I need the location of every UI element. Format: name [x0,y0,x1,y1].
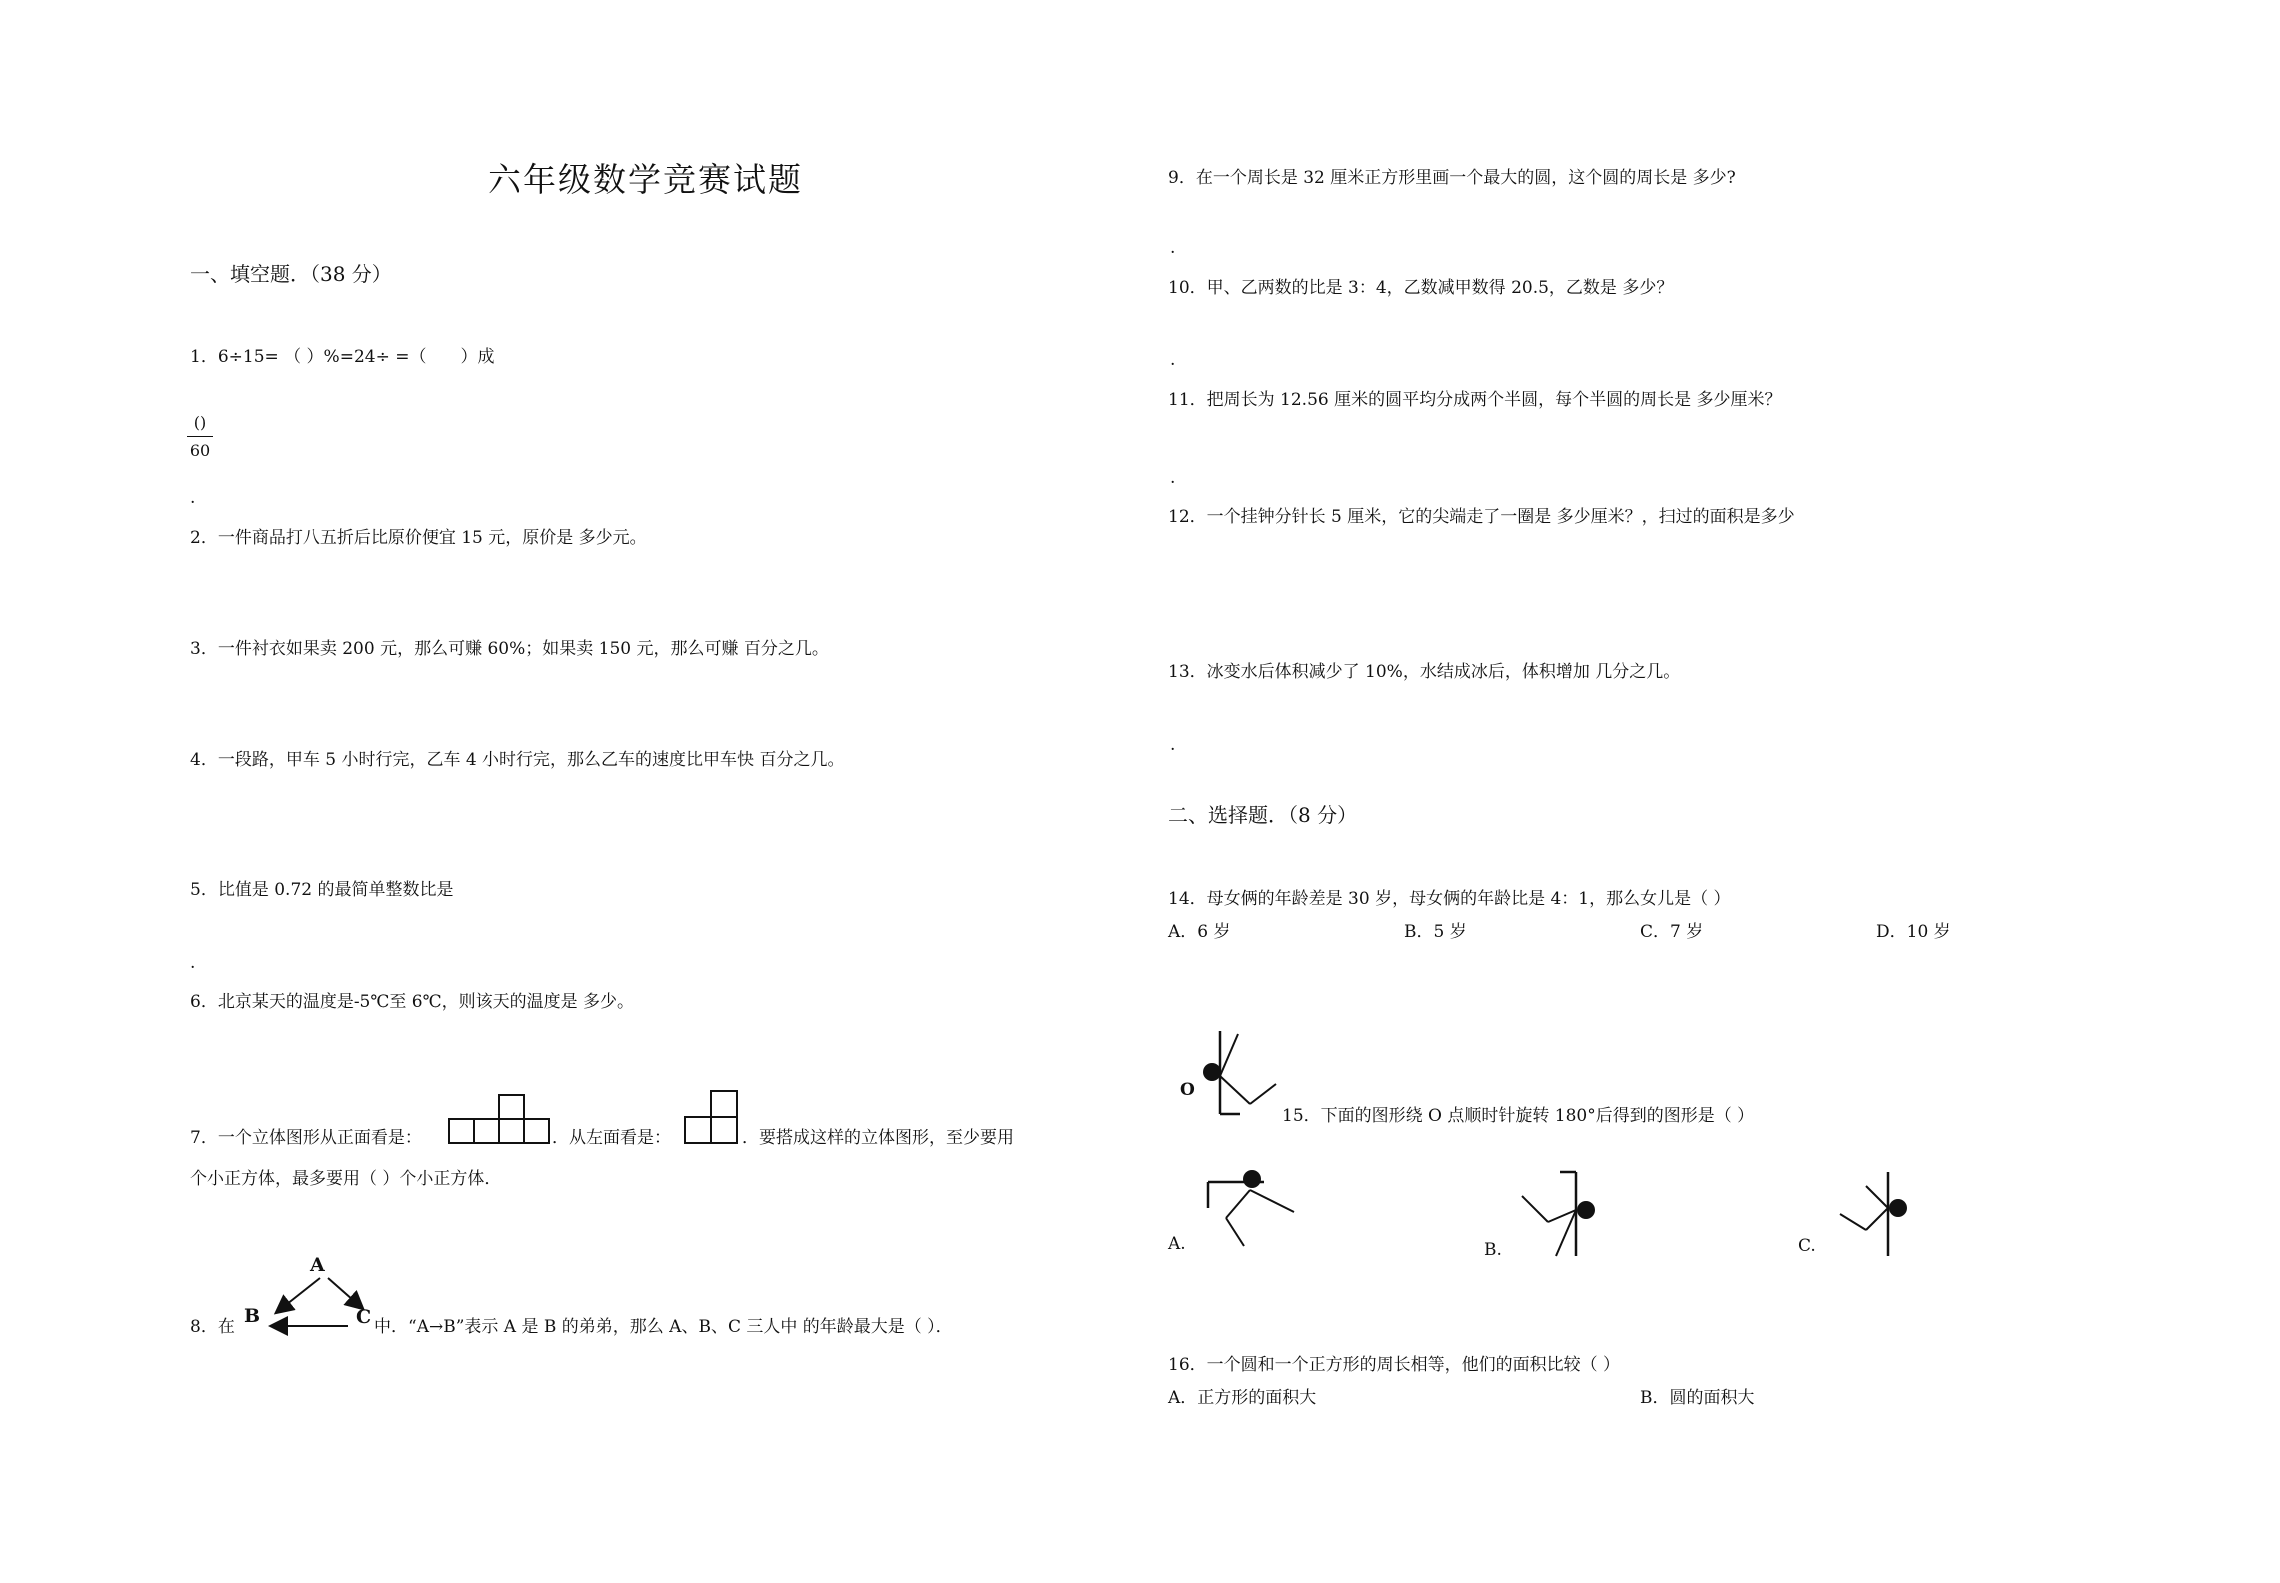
left-view-cube [685,1117,711,1143]
option-a[interactable]: A. [1168,1234,1186,1254]
answer-dot: . [1170,350,1176,370]
option-a[interactable]: A．6 岁 [1168,922,1231,942]
diagram-label-c: C [356,1306,372,1328]
option-b[interactable]: B. [1484,1240,1502,1260]
fraction-bar [187,436,213,437]
diagram-label-b: B [244,1305,261,1327]
arrow-a-to-b [277,1278,320,1312]
question-13: 13．冰变水后体积减少了 10%，水结成冰后，体积增加 几分之几。 [1168,662,1681,682]
pivot-point [1203,1063,1221,1081]
fraction [187,413,213,460]
question-8-part-b: 中．“A→B”表示 A 是 B 的弟弟，那么 A、B、C 三人中 的年龄最大是（ ）． [374,1317,953,1337]
question-9: 9．在一个周长是 32 厘米正方形里画一个最大的圆，这个圆的周长是 多少? [1168,168,1736,188]
question-11: 11．把周长为 12.56 厘米的圆平均分成两个半圆，每个半圆的周长是 多少厘米？ [1168,390,1782,410]
question-4: 4．一段路，甲车 5 小时行完，乙车 4 小时行完，那么乙车的速度比甲车快 百分之几。 [190,750,845,770]
left-view-figure [684,1090,740,1144]
question-8-part-a: 8．在 [190,1317,235,1337]
question-16: 16．一个圆和一个正方形的周长相等，他们的面积比较（ ） [1168,1355,1621,1375]
option-b-figure [1516,1168,1606,1258]
front-view-cube [499,1095,524,1119]
front-view-cube [449,1119,474,1143]
page-title: 六年级数学竞赛试题 [488,160,803,199]
answer-dot: . [1170,735,1176,755]
answer-dot: . [190,953,196,973]
front-view-figure [448,1094,552,1144]
answer-dot: . [1170,468,1176,488]
question-7-part-d: 个小正方体，最多要用（ ）个小正方体． [190,1169,502,1189]
question-15: 15．下面的图形绕 O 点顺时针旋转 180°后得到的图形是（ ） [1282,1106,1755,1126]
front-view-cube [474,1119,499,1143]
front-view-cube [524,1119,549,1143]
answer-dot: . [190,488,196,508]
option-c[interactable]: C. [1798,1236,1816,1256]
option-d[interactable]: D．10 岁 [1876,922,1951,942]
question-10: 10．甲、乙两数的比是 3：4，乙数减甲数得 20.5，乙数是 多少？ [1168,278,1674,298]
left-view-cube [711,1117,737,1143]
question-3: 3．一件衬衣如果卖 200 元，那么可赚 60%；如果卖 150 元，那么可赚 百分之几。 [190,639,829,659]
point-o-label: O [1180,1080,1195,1100]
front-view-cube [499,1119,524,1143]
fraction-numerator: () [193,413,207,432]
option-b[interactable]: B．5 岁 [1404,922,1467,942]
option-a-figure [1204,1168,1304,1253]
diagram-label-a: A [310,1254,325,1276]
arrow-a-to-c [328,1278,362,1308]
question-7-part-c: ．要搭成这样的立体图形，至少要用 [742,1128,1014,1148]
question-1: 1．6÷15= （ ）%=24÷ =（ ）成 [190,347,495,367]
left-view-cube [711,1091,737,1117]
section-fill-in-title: 一、填空题．（38 分） [190,262,392,286]
question-6: 6．北京某天的温度是-5℃至 6℃，则该天的温度是 多少。 [190,992,635,1012]
question-12: 12．一个挂钟分针长 5 厘米，它的尖端走了一圈是 多少厘米？，扫过的面积是多少 [1168,507,1795,527]
question-5: 5．比值是 0.72 的最简单整数比是 [190,880,454,900]
section-choice-title: 二、选择题．（8 分） [1168,803,1358,827]
option-c[interactable]: C．7 岁 [1640,922,1704,942]
option-a[interactable]: A．正方形的面积大 [1168,1388,1317,1408]
option-c-figure [1830,1168,1910,1258]
question-14: 14．母女俩的年龄差是 30 岁，母女俩的年龄比是 4：1，那么女儿是（ ） [1168,889,1731,909]
option-b[interactable]: B．圆的面积大 [1640,1388,1755,1408]
answer-dot: . [1170,238,1176,258]
question-7-part-b: ．从左面看是： [552,1128,671,1148]
fraction-denominator: 60 [189,441,211,460]
question-7-part-a: 7．一个立体图形从正面看是： [190,1128,422,1148]
question-2: 2．一件商品打八五折后比原价便宜 15 元，原价是 多少元。 [190,528,647,548]
